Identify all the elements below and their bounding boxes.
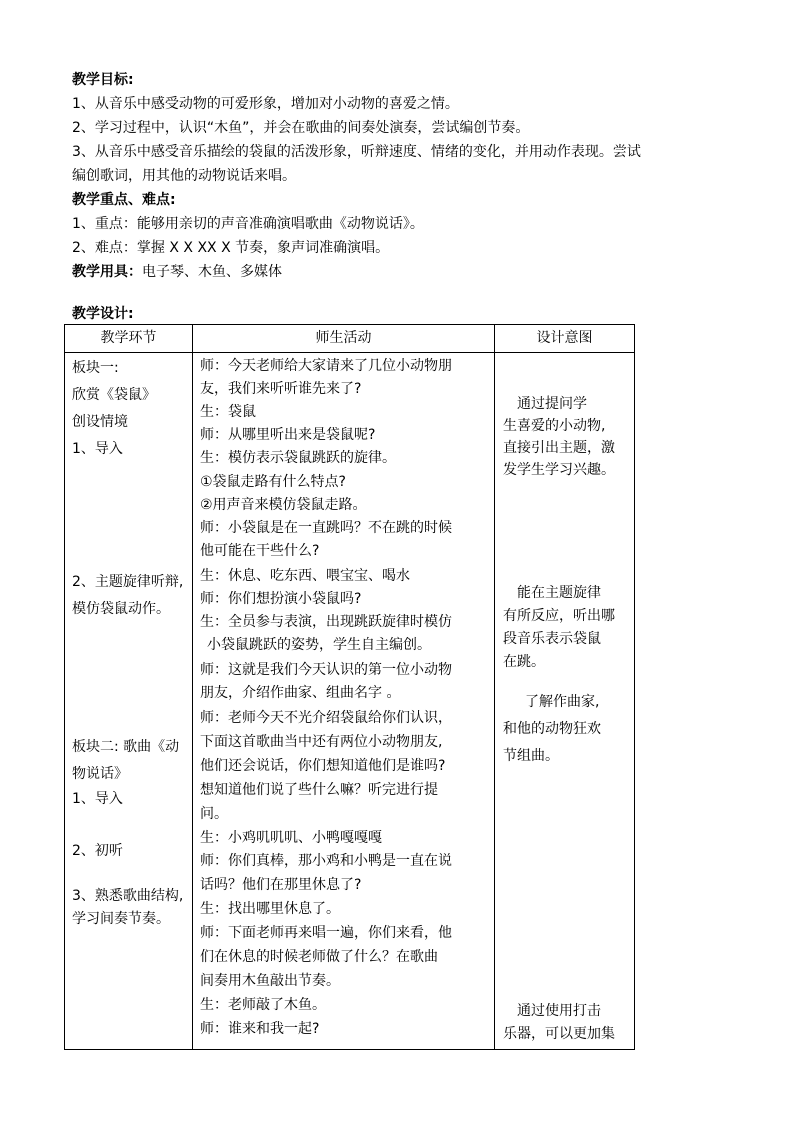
tools-value: 电子琴、木鱼、多媒体: [142, 264, 282, 280]
stage-line: 学习间奏节奏。: [72, 911, 170, 927]
activity-line: ②用声音来模仿袋鼠走路。: [200, 497, 367, 513]
activity-line: 问。: [200, 806, 228, 822]
intent-cell: [495, 353, 635, 1050]
tools-heading: 教学用具：: [72, 264, 142, 280]
activity-line: 师：小袋鼠是在一直跳吗？不在跳的时候: [200, 520, 452, 536]
activity-line: 师：谁来和我一起?: [200, 1021, 320, 1037]
column-header-activity: 师生活动: [193, 325, 495, 353]
activity-line: 师：老师今天不光介绍袋鼠给你们认识，: [200, 710, 452, 726]
column-header-stage: 教学环节: [65, 325, 193, 353]
activity-line: 们在休息的时候老师做了什么？在歌曲: [200, 949, 438, 965]
intent-line: 在跳。: [503, 654, 545, 670]
stage-line: 3、熟悉歌曲结构,: [72, 888, 184, 904]
objective-item-3: 3、从音乐中感受音乐描绘的袋鼠的活泼形象，听辩速度、情绪的变化，并用动作表现。尝试: [72, 144, 641, 160]
intent-line: 节组曲。: [503, 748, 559, 764]
stage-line: 欣赏《袋鼠》: [72, 387, 156, 403]
keypoint-item-1: 1、重点：能够用亲切的声音准确演唱歌曲《动物说话》。: [72, 216, 424, 232]
stage-cell: [65, 353, 193, 1050]
activity-line: 师：这就是我们今天认识的第一位小动物: [200, 662, 452, 678]
stage-line: 物说话》: [72, 766, 128, 782]
activity-line: 师：从哪里听出来是袋鼠呢?: [200, 427, 376, 443]
activity-line: 小袋鼠跳跃的姿势，学生自主编创。: [207, 637, 431, 653]
activity-line: 师：今天老师给大家请来了几位小动物朋: [200, 358, 452, 374]
keypoints-heading: 教学重点、难点:: [72, 192, 176, 208]
activity-line: 间奏用木鱼敲出节奏。: [200, 973, 340, 989]
stage-line: 2、初听: [72, 843, 123, 859]
activity-line: 生：袋鼠: [200, 404, 256, 420]
intent-line: 有所反应，听出哪: [503, 608, 615, 624]
design-heading: 教学设计:: [72, 306, 134, 322]
stage-line: 板块二: 歌曲《动: [72, 739, 180, 755]
table-header-row: [65, 325, 635, 353]
activity-line: 想知道他们说了些什么嘛？听完进行提: [200, 782, 438, 798]
activity-line: 他们还会说话，你们想知道他们是谁吗?: [200, 758, 446, 774]
intent-line: 了解作曲家,: [525, 694, 600, 710]
intent-line: 乐器，可以更加集: [503, 1026, 615, 1042]
keypoint-item-2: 2、难点：掌握 X X XX X 节奏，象声词准确演唱。: [72, 240, 390, 256]
intent-line: 生喜爱的小动物,: [503, 418, 606, 434]
objectives-heading: 教学目标:: [72, 72, 134, 88]
design-table: [64, 324, 635, 1050]
objective-item-1: 1、从音乐中感受动物的可爱形象，增加对小动物的喜爱之情。: [72, 96, 459, 112]
activity-line: 友，我们来听听谁先来了?: [200, 381, 362, 397]
activity-line: 生：找出哪里休息了。: [200, 901, 340, 917]
tools-line: [72, 260, 282, 284]
activity-cell: [193, 353, 495, 1050]
activity-line: 师：你们真棒，那小鸡和小鸭是一直在说: [200, 853, 452, 869]
activity-line: 生：老师敲了木鱼。: [200, 997, 326, 1013]
activity-line: ①袋鼠走路有什么特点?: [200, 474, 346, 490]
intent-line: 和他的动物狂欢: [503, 721, 601, 737]
activity-line: 朋友，介绍作曲家、组曲名字 。: [200, 685, 401, 701]
activity-line: 师：下面老师再来唱一遍，你们来看，他: [200, 925, 452, 941]
activity-line: 生：全员参与表演，出现跳跃旋律时模仿: [200, 614, 452, 630]
activity-line: 师：你们想扮演小袋鼠吗?: [200, 591, 362, 607]
intent-line: 能在主题旋律: [517, 585, 601, 601]
activity-line: 话吗？他们在那里休息了?: [200, 877, 362, 893]
activity-line: 生：休息、吃东西、喂宝宝、喝水: [200, 568, 410, 584]
table-row: [65, 353, 635, 1050]
activity-line: 生：小鸡叽叽叽、小鸭嘎嘎嘎: [200, 830, 382, 846]
stage-line: 1、导入: [72, 441, 123, 457]
objective-item-3-cont: 编创歌词，用其他的动物说话来唱。: [72, 168, 296, 184]
activity-line: 下面这首歌曲当中还有两位小动物朋友,: [200, 734, 443, 750]
column-header-intent: 设计意图: [495, 325, 635, 353]
stage-line: 1、导入: [72, 791, 123, 807]
stage-line: 板块一:: [72, 360, 119, 376]
activity-line: 生：模仿表示袋鼠跳跃的旋律。: [200, 450, 396, 466]
objective-item-2: 2、学习过程中，认识“木鱼”，并会在歌曲的间奏处演奏，尝试编创节奏。: [72, 120, 530, 136]
intent-line: 通过提问学: [517, 396, 587, 412]
intent-line: 通过使用打击: [517, 1003, 601, 1019]
intent-line: 直接引出主题，激: [503, 440, 615, 456]
stage-line: 模仿袋鼠动作。: [72, 601, 170, 617]
stage-line: 2、主题旋律听辩,: [72, 574, 184, 590]
intent-line: 发学生学习兴趣。: [503, 462, 615, 478]
stage-line: 创设情境: [72, 414, 128, 430]
activity-line: 他可能在干些什么?: [200, 543, 320, 559]
intent-line: 段音乐表示袋鼠: [503, 631, 601, 647]
